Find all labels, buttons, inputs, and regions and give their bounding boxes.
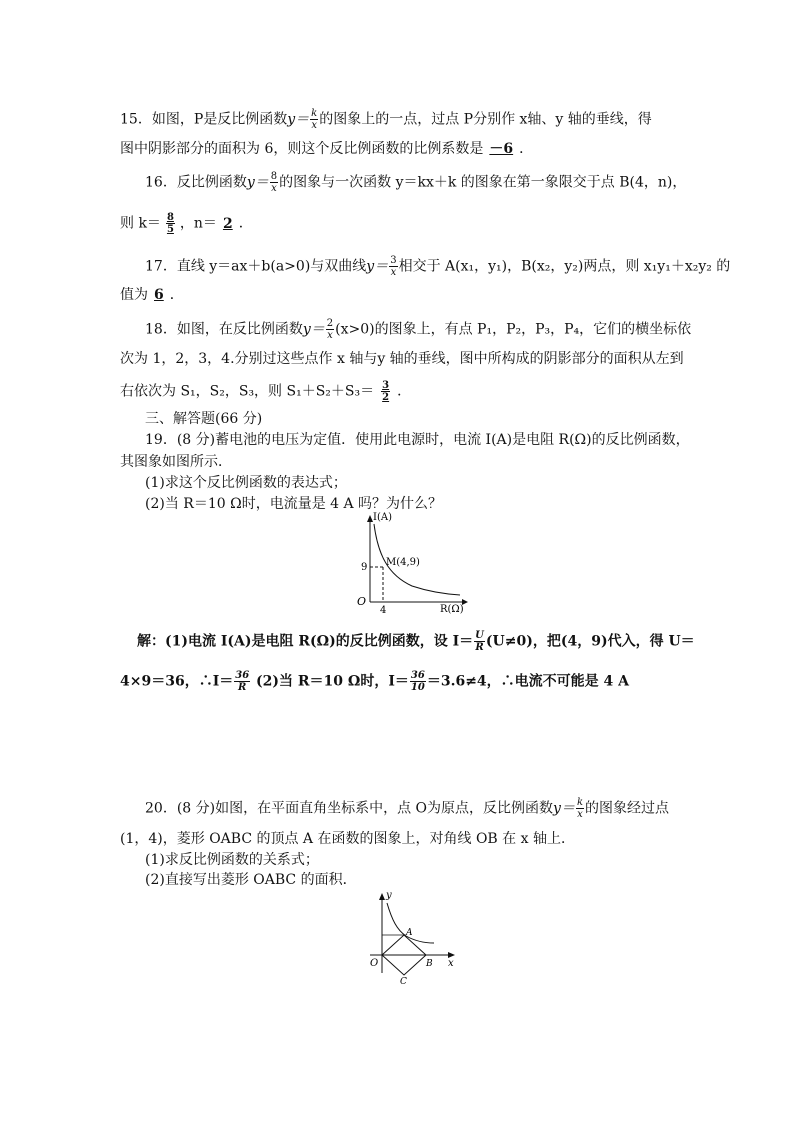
q19-sol-text: 解：(1)电流 I(A)是电阻 R(Ω)的反比例函数，设 I＝: [137, 633, 474, 650]
q17-y-eq: y＝: [366, 258, 389, 275]
q19-y-label: I(A): [373, 512, 392, 523]
q19-sol-text-b: (U≠0)，把(4，9)代入，得 U＝: [485, 633, 695, 650]
q19-sol-frac: [474, 630, 485, 653]
q19-x-label: R(Ω): [440, 604, 464, 615]
q18-period: ．: [397, 383, 412, 400]
q18-text-b: (x>0)的图象上，有点 P₁，P₂，P₃，P₄，它们的横坐标依: [335, 321, 692, 338]
q17-text-2: 值为: [120, 287, 148, 303]
q16-n-answer: 2: [222, 215, 233, 232]
q19-sol-den: R: [475, 642, 484, 653]
q19-part1: (1)求这个反比例函数的表达式；: [145, 475, 347, 491]
q19-line1: 19．(8 分)蓄电池的电压为定值．使用此电源时，电流 I(A)是电阻 R(Ω)的反比例函数，: [145, 432, 690, 448]
q19-origin: O: [357, 595, 367, 608]
q20-text-b: 的图象经过点: [585, 800, 670, 817]
q20-origin: O: [370, 958, 379, 969]
q18-line3: [120, 380, 411, 403]
q15-line2: [120, 139, 533, 159]
q16-k-answer: [162, 212, 179, 235]
section-heading: 三、解答题(66 分): [145, 411, 263, 427]
q18-text: 18．如图，在反比例函数: [145, 321, 303, 338]
q15-text-2: 图中阴影部分的面积为 6，则这个反比例函数的比例系数是: [120, 141, 484, 157]
q20-y-label: y: [386, 890, 392, 901]
q19-point-label: M(4,9): [386, 557, 420, 568]
q20-label-c: C: [400, 977, 407, 987]
q18-ans-den: 2: [382, 392, 390, 403]
q19-sol2-num2: 36: [410, 670, 425, 681]
q16-y-eq: y＝: [246, 174, 269, 191]
q19-sol2-frac2: [410, 670, 426, 693]
q18-frac-num: 2: [326, 318, 334, 329]
q20-graph: [360, 888, 470, 988]
q20-line2: (1，4)，菱形 OABC 的顶点 A 在函数的图象上，对角线 OB 在 x 轴上．: [120, 831, 575, 847]
q15-answer: －6: [489, 141, 514, 157]
q16-k-den: 5: [166, 224, 174, 235]
q16-fraction: [270, 171, 278, 194]
q18-answer: [375, 380, 396, 403]
q17-line2: [120, 285, 184, 305]
q16-text-3: ，n＝: [179, 215, 217, 232]
q18-fraction: [326, 318, 334, 341]
q20-line1: [145, 797, 669, 820]
q15-frac-den: x: [311, 120, 317, 131]
q20-x-label: x: [448, 958, 454, 969]
q18-text-3: 右依次为 S₁，S₂，S₃，则 S₁＋S₂＋S₃＝: [120, 383, 375, 400]
q16-frac-num: 8: [270, 171, 278, 182]
q16-text-b: 的图象与一次函数 y＝kx＋k 的图象在第一象限交于点 B(4，n)，: [279, 174, 687, 191]
q16-line1: [145, 171, 686, 194]
q19-sol2-den2: 10: [410, 682, 425, 693]
q17-answer: 6: [154, 287, 164, 303]
q19-part2: (2)当 R＝10 Ω时，电流量是 4 A 吗？为什么？: [145, 496, 443, 512]
q19-graph: [350, 510, 480, 615]
q15-frac-num: k: [311, 108, 318, 119]
q16-text-2: 则 k＝: [120, 215, 161, 232]
q19-sol2-num: 36: [235, 670, 250, 681]
q20-label-a: A: [406, 928, 413, 938]
q17-frac-den: x: [390, 267, 397, 278]
q18-line1: [145, 318, 691, 341]
q20-frac-num: k: [576, 797, 584, 808]
q16-frac-den: x: [271, 183, 277, 194]
q16-line2: [120, 212, 253, 235]
q18-frac-den: x: [327, 330, 333, 341]
q20-y-eq: y＝: [553, 800, 575, 817]
q15-text-b: 的图象上的一点，过点 P分别作 x轴、y 轴的垂线，得: [319, 111, 652, 128]
q19-x-tick: 4: [380, 605, 387, 615]
q20-part2: (2)直接写出菱形 OABC 的面积．: [145, 872, 357, 888]
q19-sol2-text-b: (2)当 R＝10 Ω时，I＝: [251, 673, 409, 690]
q19-sol2-text: 4×9＝36，∴I＝: [120, 673, 234, 690]
q20-frac-den: x: [577, 809, 583, 820]
q16-text: 16．反比例函数: [145, 174, 247, 191]
q20-text: 20．(8 分)如图，在平面直角坐标系中，点 O为原点，反比例函数: [145, 800, 554, 817]
q15-fraction: [310, 108, 318, 131]
q15-text: 15．如图，P是反比例函数: [120, 111, 288, 128]
q15-period: ．: [519, 141, 534, 157]
q16-period: ．: [238, 215, 253, 232]
q19-solution-line2: [120, 670, 629, 693]
q18-line2: [120, 349, 684, 369]
q17-text-b: 相交于 A(x₁，y₁)，B(x₂，y₂)两点，则 x₁y₁＋x₂y₂ 的: [398, 258, 731, 275]
q18-text-2: 次为 1，2，3，4.分别过这些点作 x 轴与y 轴的垂线，图中所构成的阴影部分的面积从左到: [120, 351, 684, 367]
q19-y-tick: 9: [361, 562, 368, 573]
q19-sol2-den: R: [238, 682, 247, 693]
q17-line1: [145, 255, 730, 278]
q18-ans-num: 3: [382, 380, 390, 391]
q15-y-eq: y＝: [287, 111, 310, 128]
q20-part1: (1)求反比例函数的关系式；: [145, 852, 319, 868]
q19-sol-num: U: [475, 630, 484, 641]
q19-line2: 其图象如图所示．: [120, 454, 232, 470]
q17-frac-num: 3: [390, 255, 397, 266]
q19-sol2-frac: [234, 670, 250, 693]
q15-line1: [120, 108, 652, 131]
q17-fraction: [389, 255, 397, 278]
q20-y-arrow: [379, 893, 385, 900]
q17-period: ．: [169, 287, 184, 303]
q17-text: 17．直线 y＝ax＋b(a>0)与双曲线: [145, 258, 367, 275]
q20-label-b: B: [426, 959, 433, 969]
q19-sol2-text-c: ＝3.6≠4，∴电流不可能是 4 A: [426, 673, 630, 690]
q18-y-eq: y＝: [302, 321, 325, 338]
q16-k-num: 8: [166, 212, 174, 223]
q20-fraction: [576, 797, 584, 820]
q19-solution-line1: [137, 630, 695, 653]
